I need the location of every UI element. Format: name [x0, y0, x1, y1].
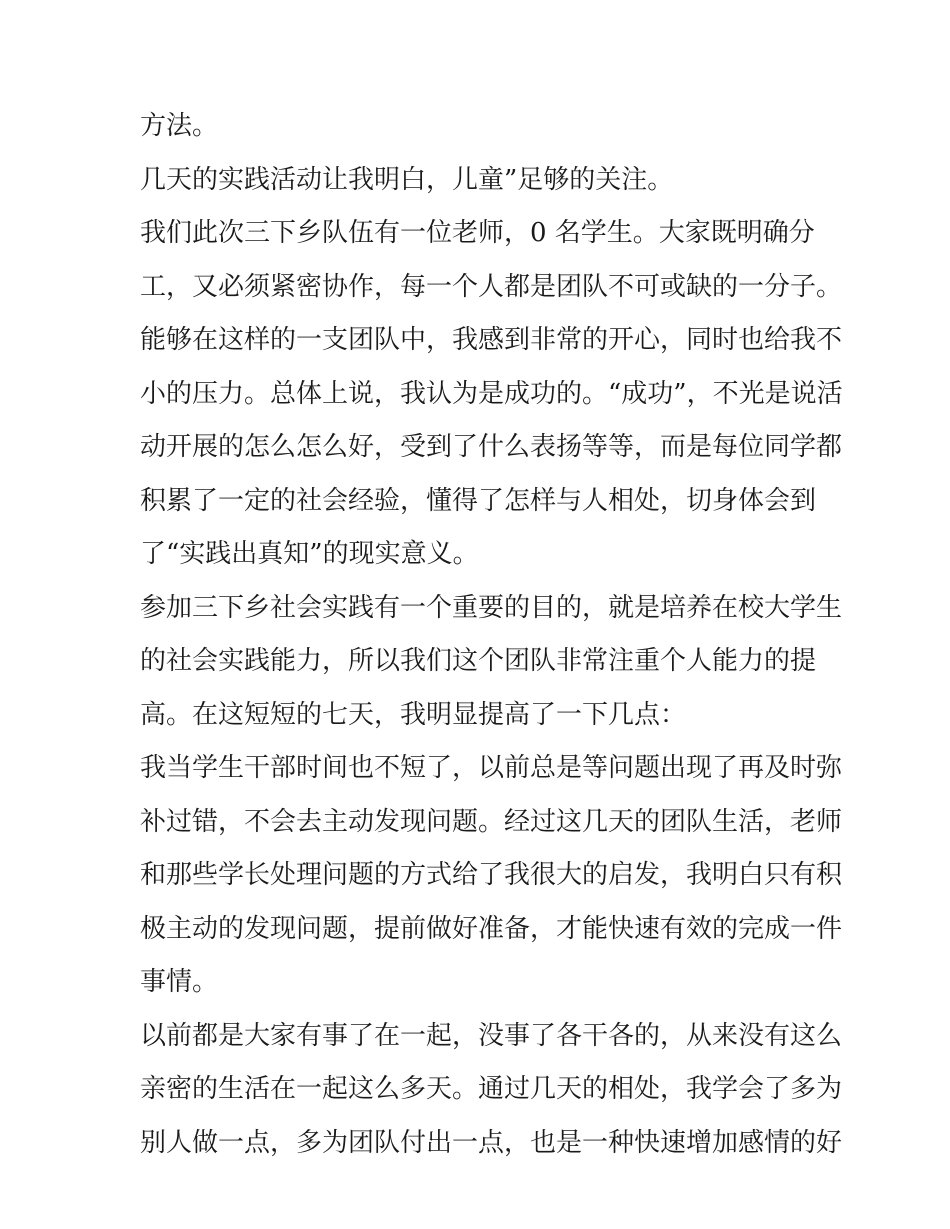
text-line: 以前都是大家有事了在一起，没事了各干各的，从来没有这么 [140, 1021, 843, 1051]
text-line: 几天的实践活动让我明白，儿童”足够的关注。 [140, 165, 674, 195]
text-line: 和那些学长处理问题的方式给了我很大的启发，我明白只有积 [140, 860, 843, 890]
text-line: 高。在这短短的七天，我明显提高了一下几点： [140, 700, 687, 730]
text-line: 小的压力。总体上说，我认为是成功的。“成功”，不光是说活 [140, 379, 843, 409]
text-line: 别人做一点，多为团队付出一点，也是一种快速增加感情的好 [140, 1128, 843, 1158]
text-line: 极主动的发现问题，提前做好准备，才能快速有效的完成一件 [140, 914, 843, 944]
text-line: 动开展的怎么怎么好，受到了什么表扬等等，而是每位同学都 [140, 432, 843, 462]
text-line: 工，又必须紧密协作，每一个人都是团队不可或缺的一分子。 [140, 272, 843, 302]
text-line: 能够在这样的一支团队中，我感到非常的开心，同时也给我不 [140, 325, 843, 355]
text-line: 的社会实践能力，所以我们这个团队非常注重个人能力的提 [140, 646, 817, 676]
text-line: 了“实践出真知”的现实意义。 [140, 539, 479, 569]
text-line: 补过错，不会去主动发现问题。经过这几天的团队生活，老师 [140, 807, 843, 837]
text-line: 方法。 [140, 111, 219, 141]
text-line: 积累了一定的社会经验，懂得了怎样与人相处，切身体会到 [140, 486, 817, 516]
text-line: 事情。 [140, 967, 219, 997]
text-line: 我们此次三下乡队伍有一位老师，0 名学生。大家既明确分 [140, 218, 815, 248]
text-line: 亲密的生活在一起这么多天。通过几天的相处，我学会了多为 [140, 1074, 843, 1104]
text-line: 我当学生干部时间也不短了，以前总是等问题出现了再及时弥 [140, 753, 843, 783]
text-line: 参加三下乡社会实践有一个重要的目的，就是培养在校大学生 [140, 593, 843, 623]
